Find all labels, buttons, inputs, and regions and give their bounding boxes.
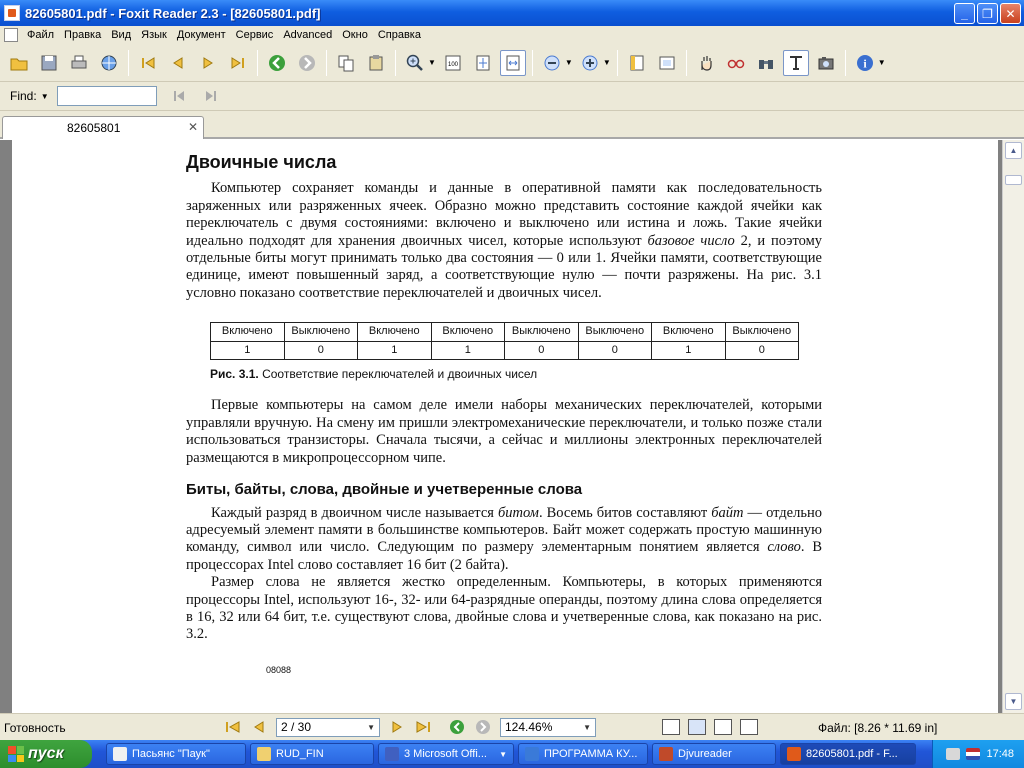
system-tray xyxy=(932,740,1024,768)
language-flag-icon[interactable] xyxy=(966,748,980,760)
figure-caption-label: Рис. 3.1. xyxy=(210,367,259,382)
page-number-field[interactable] xyxy=(276,718,380,737)
windows-flag-icon xyxy=(8,746,24,762)
paragraph-2: Первые компьютеры на самом деле имели наборы механических переключателей, которыми управляли вручную. На смену им пришли электромеханические переключатели, и только позже стали использоваться транзисторы. Сначала тысячи, а сейчас и миллионы электронных переключателей размещаются в микропроцессорном чипе. xyxy=(186,397,822,466)
scroll-up-icon[interactable]: ▲ xyxy=(1005,142,1022,159)
actual-size-icon[interactable] xyxy=(440,50,466,76)
zoom-dropdown-icon[interactable]: ▼ xyxy=(428,58,436,67)
zoom-level-field[interactable] xyxy=(500,718,596,737)
taskbar-item-foxit[interactable] xyxy=(780,743,916,765)
print-icon[interactable] xyxy=(66,50,92,76)
speaker-icon[interactable] xyxy=(946,748,960,760)
figure-caption xyxy=(210,366,822,383)
page-footer-fragment: 08088 xyxy=(266,664,292,675)
continuous-facing-layout-icon[interactable] xyxy=(740,719,758,735)
taskbar-item-label: Djvureader xyxy=(678,748,732,760)
paragraph-3-part-b: . Восемь битов составляют xyxy=(538,504,712,521)
go-back-icon[interactable] xyxy=(264,50,290,76)
zoom-in-icon[interactable] xyxy=(402,50,428,76)
table-value-cell: 1 xyxy=(358,341,432,359)
taskbar-item-label: 3 Microsoft Offi... xyxy=(404,748,487,760)
spider-solitaire-icon xyxy=(113,747,127,761)
table-header-cell: Включено xyxy=(211,323,285,341)
table-value-cell: 1 xyxy=(211,341,285,359)
start-button[interactable] xyxy=(0,740,92,768)
zoom-level-value: 124.46% xyxy=(505,720,553,734)
paragraph-1-part-a: Компьютер сохраняет команды и данные в оперативной памяти как последовательность заряженных или разряженных ячеек. Образно можно представить состояние каждой ячейки как переключатель с двумя состояниями: включено и выключено или истина и ложь. Такие ячейки идеально подходят для хранения двоичных чисел, которые используют xyxy=(186,180,822,249)
menu-advanced[interactable]: Advanced xyxy=(283,29,333,41)
svg-text:100: 100 xyxy=(447,61,458,68)
taskbar-item-label: RUD_FIN xyxy=(276,748,324,760)
status-ready: Готовность xyxy=(4,721,66,735)
table-value-cell: 0 xyxy=(578,341,652,359)
taskbar-item-program[interactable] xyxy=(518,743,648,765)
menu-document[interactable]: Документ xyxy=(176,29,226,41)
taskbar-item-djvureader[interactable] xyxy=(652,743,776,765)
paragraph-4: Размер слова не является жестко определенным. Компьютеры, в которых применяются процессоры Intel, используют 16-, 32- или 64-разрядные операнды, поэтому длина слова определяется в 16, 32 или 64 бит, т.е. существуют слова, двойные слова и учетверенные слова, как показано на рис. 3.2. xyxy=(186,574,822,643)
copy-icon[interactable] xyxy=(333,50,359,76)
status-forward-icon[interactable] xyxy=(472,717,494,737)
group-dropdown-icon[interactable]: ▼ xyxy=(499,749,507,759)
go-forward-icon[interactable] xyxy=(294,50,320,76)
table-value-cell: 0 xyxy=(505,341,579,359)
main-toolbar xyxy=(0,44,1024,82)
page-navigation xyxy=(220,717,600,737)
menu-help[interactable]: Справка xyxy=(377,29,421,41)
zoom-out-dropdown-icon[interactable]: ▼ xyxy=(564,58,573,67)
menu-window[interactable]: Окно xyxy=(342,29,368,41)
table-header-cell: Выключено xyxy=(284,323,358,341)
pdf-page[interactable] xyxy=(12,140,998,713)
document-tab[interactable] xyxy=(2,116,204,139)
find-next-icon[interactable] xyxy=(197,83,223,109)
bookmark-icon[interactable] xyxy=(624,50,650,76)
zoom-in-dropdown-icon[interactable]: ▼ xyxy=(602,58,611,67)
find-bar xyxy=(0,82,1024,111)
binoculars-icon[interactable] xyxy=(753,50,779,76)
find-label: Find: xyxy=(10,89,37,103)
paragraph-1-part-b: 2, и поэтому отдельные биты могут принимать только два состояния — 0 или 1. Ячейки памяти, соответствующие единице, имеют повышенный заряд, а соответствующие нулю — почти разряжены. На рис. 3.1 условно показано соответствие переключателей и двоичных чисел. xyxy=(186,232,822,301)
paragraph-3-term-word: слово xyxy=(767,539,801,556)
status-previous-page-icon[interactable] xyxy=(248,717,270,737)
taskbar-item-label: 82605801.pdf - F... xyxy=(806,748,898,760)
menu-tools[interactable]: Сервис xyxy=(235,29,274,41)
page-layout-buttons xyxy=(662,719,758,735)
foxit-taskbar-icon xyxy=(787,747,801,761)
status-back-icon[interactable] xyxy=(446,717,468,737)
taskbar-item-spider[interactable] xyxy=(106,743,246,765)
hand-tool-icon[interactable] xyxy=(693,50,719,76)
taskbar-item-label: ПРОГРАММА КУ... xyxy=(544,748,638,760)
status-bar xyxy=(0,713,1024,740)
snapshot-camera-icon[interactable] xyxy=(813,50,839,76)
find-input[interactable] xyxy=(57,86,157,106)
tab-close-icon[interactable]: ✕ xyxy=(187,120,198,134)
zoom-in-circle-icon[interactable] xyxy=(577,50,603,76)
zoom-out-circle-icon[interactable] xyxy=(539,50,565,76)
find-previous-icon[interactable] xyxy=(167,83,193,109)
document-icon[interactable] xyxy=(4,28,18,42)
figure-caption-text: Соответствие переключателей и двоичных чисел xyxy=(258,367,538,382)
svg-text:i: i xyxy=(863,56,867,70)
word-icon xyxy=(385,747,399,761)
paragraph-3-term-byte: байт xyxy=(711,504,744,521)
fit-page-icon[interactable] xyxy=(470,50,496,76)
find-options-dropdown-icon[interactable]: ▼ xyxy=(40,91,49,101)
table-value-cell: 0 xyxy=(284,341,358,359)
scroll-thumb[interactable] xyxy=(1005,175,1022,185)
folder-icon xyxy=(257,747,271,761)
table-header-cell: Выключено xyxy=(725,323,799,341)
table-header-cell: Выключено xyxy=(505,323,579,341)
figure-3-1-table xyxy=(210,322,799,360)
single-page-layout-icon[interactable] xyxy=(662,719,680,735)
paragraph-1 xyxy=(186,180,822,302)
first-page-icon[interactable] xyxy=(135,50,161,76)
file-page-size: Файл: [8.26 * 11.69 in] xyxy=(818,721,938,735)
start-label: пуск xyxy=(28,745,64,762)
document-tab-bar xyxy=(0,111,1024,139)
open-folder-icon[interactable] xyxy=(6,50,32,76)
status-next-page-icon[interactable] xyxy=(386,717,408,737)
restore-button[interactable]: ❐ xyxy=(977,3,998,24)
page-dropdown-icon[interactable]: ▼ xyxy=(367,722,375,732)
table-header-cell: Включено xyxy=(652,323,726,341)
paragraph-1-term: базовое число xyxy=(647,232,735,249)
paragraph-3 xyxy=(186,505,822,575)
paste-icon[interactable] xyxy=(363,50,389,76)
save-icon[interactable] xyxy=(36,50,62,76)
title-bar[interactable] xyxy=(0,0,1024,26)
paragraph-3-part-a: Каждый разряд в двоичном числе называется xyxy=(211,504,498,521)
menu-language[interactable]: Язык xyxy=(141,29,167,41)
heading-binary-numbers: Двоичные числа xyxy=(186,152,337,172)
table-header-cell: Включено xyxy=(431,323,505,341)
page-number-value: 2 / 30 xyxy=(281,720,312,734)
zoom-level-dropdown-icon[interactable]: ▼ xyxy=(583,722,591,732)
fit-width-icon[interactable] xyxy=(500,50,526,76)
minimize-button[interactable]: _ xyxy=(954,3,975,24)
table-value-cell: 0 xyxy=(725,341,799,359)
menu-view[interactable]: Вид xyxy=(111,29,132,41)
taskbar-item-office[interactable] xyxy=(378,743,514,765)
page-content xyxy=(186,154,822,679)
menu-edit[interactable]: Правка xyxy=(64,29,102,41)
paragraph-3-part-d: . В процессорах Intel слово составляет 16 бит (2 байта). xyxy=(186,539,822,573)
status-last-page-icon[interactable] xyxy=(412,717,434,737)
close-button[interactable]: ✕ xyxy=(1000,3,1021,24)
menu-bar xyxy=(0,26,1024,44)
table-value-cell: 1 xyxy=(652,341,726,359)
facing-layout-icon[interactable] xyxy=(714,719,732,735)
continuous-layout-icon[interactable] xyxy=(688,719,706,735)
window-title: 82605801.pdf - Foxit Reader 2.3 - [82605801.pdf] xyxy=(25,5,321,21)
table-header-cell: Включено xyxy=(358,323,432,341)
next-page-icon[interactable] xyxy=(195,50,221,76)
foxit-app-icon[interactable] xyxy=(4,5,20,21)
windows-taskbar xyxy=(0,740,1024,768)
previous-page-icon[interactable] xyxy=(165,50,191,76)
loupe-glasses-icon[interactable] xyxy=(723,50,749,76)
paragraph-3-term-bit: битом xyxy=(497,504,539,521)
heading-bits-bytes-words: Биты, байты, слова, двойные и учетверенные слова xyxy=(186,481,583,499)
page-layout-icon[interactable] xyxy=(654,50,680,76)
vertical-scrollbar[interactable] xyxy=(1002,140,1024,713)
internet-explorer-icon xyxy=(525,747,539,761)
taskbar-item-rud-fin[interactable] xyxy=(250,743,374,765)
last-page-icon[interactable] xyxy=(225,50,251,76)
djvu-icon xyxy=(659,747,673,761)
taskbar-item-label: Пасьянс "Паук" xyxy=(132,748,210,760)
text-select-icon[interactable] xyxy=(783,50,809,76)
document-viewer[interactable] xyxy=(0,140,1024,713)
info-dropdown-icon[interactable]: ▼ xyxy=(877,58,886,67)
menu-file[interactable]: Файл xyxy=(27,29,55,41)
table-value-cell: 1 xyxy=(431,341,505,359)
web-icon[interactable] xyxy=(96,50,122,76)
clock: 17:48 xyxy=(986,748,1014,760)
info-icon[interactable] xyxy=(852,50,878,76)
paragraph-3-part-c: — отдельно адресуемый элемент памяти в большинстве компьютеров. Байт может содержать простую машинную команду, символ или число. Следующим по размеру элементарным понятием является xyxy=(186,504,822,556)
scroll-down-icon[interactable]: ▼ xyxy=(1005,693,1022,710)
table-header-cell: Выключено xyxy=(578,323,652,341)
status-first-page-icon[interactable] xyxy=(222,717,244,737)
document-tab-label: 82605801 xyxy=(67,121,121,135)
